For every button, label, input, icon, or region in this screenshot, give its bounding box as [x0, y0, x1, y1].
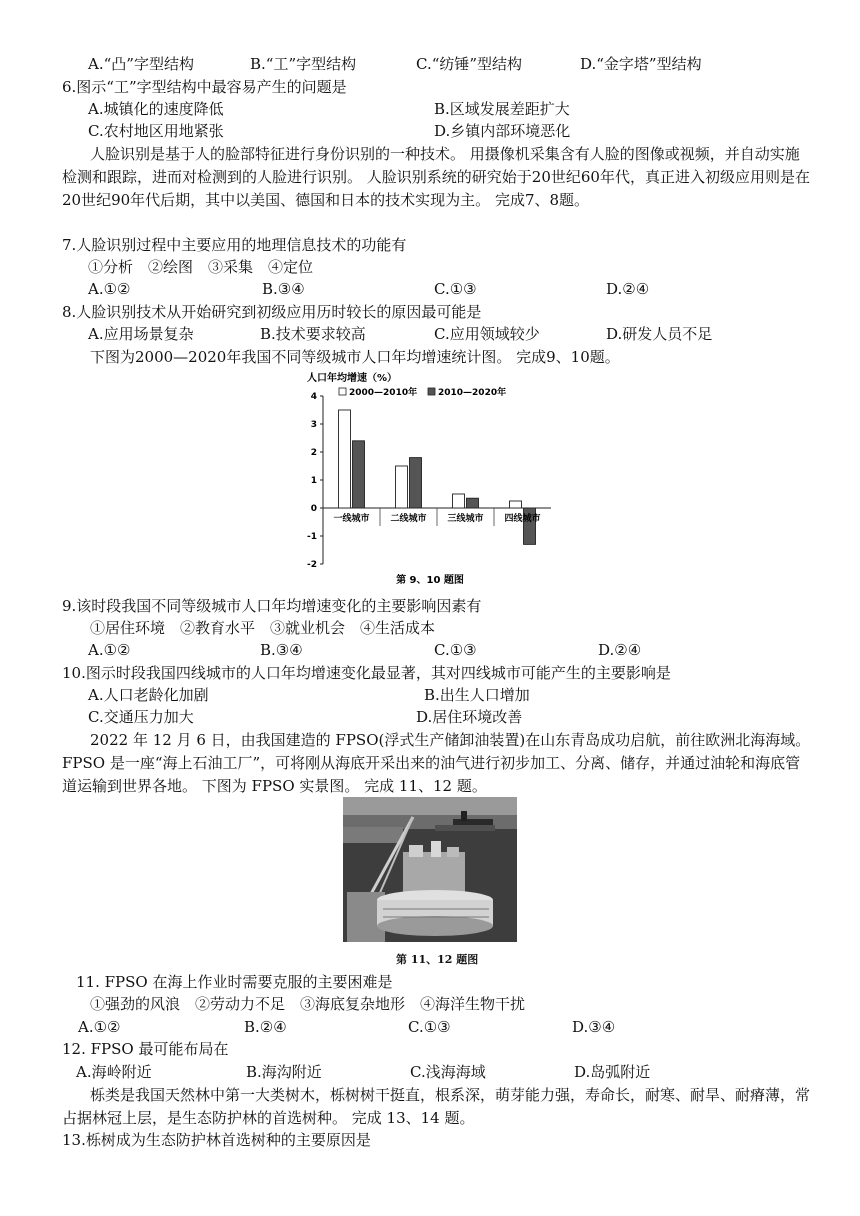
q6-option-b: B.区域发展差距扩大	[434, 100, 570, 118]
q9-option-b: B.③④	[260, 641, 303, 659]
q7-option-b: B.③④	[262, 280, 305, 298]
q10-stem: 10.图示时段我国四线城市的人口年均增速变化最显著，其对四线城市可能产生的主要影响是	[62, 664, 671, 682]
legend-label-2000-2010: 2000—2010年	[349, 388, 418, 398]
chart-caption: 第 9、10 题图	[396, 575, 464, 586]
chart-title: 人口年均增速（%）	[307, 373, 398, 384]
passage-face-recognition: 人脸识别是基于人的脸部特征进行身份识别的一种技术。 用摄像机采集含有人脸的图像或视频，并自动实施检测和跟踪，进而对检测到的人脸进行识别。 人脸识别系统的研究始于20世纪60年代，真正进入初级应用则是在20世纪90年代后期，其中以美国、德国和日本的技术实现为主。 完成7、8题。	[62, 145, 810, 209]
y-tick-label: 4	[310, 392, 317, 402]
q8-option-b: B.技术要求较高	[260, 325, 366, 343]
legend-swatch-2000-2010	[339, 388, 346, 395]
x-category-label: 三线城市	[447, 514, 484, 524]
q11-option-a: A.①②	[78, 1018, 121, 1036]
q8-option-a: A.应用场景复杂	[88, 325, 194, 343]
q11-items: ①强劲的风浪 ②劳动力不足 ③海底复杂地形 ④海洋生物干扰	[90, 995, 526, 1013]
q9-option-c: C.①③	[434, 641, 477, 659]
bar-2000-2010	[453, 494, 465, 508]
q6-stem: 6.图示“工”字型结构中最容易产生的问题是	[62, 78, 347, 96]
fpso-photo	[343, 797, 517, 942]
y-tick-label: 2	[310, 448, 317, 458]
q7-option-c: C.①③	[434, 280, 477, 298]
q9-option-d: D.②④	[598, 641, 642, 659]
passage-oak: 栎类是我国天然林中第一大类树木，栎树树干挺直，根系深，萌芽能力强，寿命长，耐寒、耐旱、耐瘠薄，常占据林冠上层，是生态防护林的首选树种。 完成 13、14 题。	[62, 1086, 811, 1127]
legend-label-2010-2020: 2010—2020年	[438, 388, 507, 398]
q10-option-a: A.人口老龄化加剧	[88, 686, 209, 704]
bar-2010-2020	[353, 441, 365, 508]
photo-caption: 第 11、12 题图	[396, 953, 479, 966]
chart-svg	[305, 368, 555, 590]
y-tick-label: -1	[307, 532, 317, 542]
q8-stem: 8.人脸识别技术从开始研究到初级应用历时较长的原因最可能是	[62, 303, 482, 321]
bar-2010-2020	[467, 498, 479, 508]
bar-2010-2020	[410, 458, 422, 508]
q12-option-d: D.岛弧附近	[574, 1063, 651, 1081]
q12-option-c: C.浅海海域	[410, 1063, 486, 1081]
x-category-label: 四线城市	[504, 514, 541, 524]
q7-option-d: D.②④	[606, 280, 650, 298]
q8-option-d: D.研发人员不足	[606, 325, 713, 343]
q9-option-a: A.①②	[88, 641, 131, 659]
y-tick-label: -2	[307, 560, 317, 570]
q11-option-c: C.①③	[408, 1018, 451, 1036]
q10-option-c: C.交通压力加大	[88, 708, 194, 726]
bar-2000-2010	[339, 410, 351, 508]
q11-option-d: D.③④	[572, 1018, 616, 1036]
y-tick-label: 1	[310, 476, 317, 486]
y-tick-label: 3	[310, 420, 317, 430]
q7-stem: 7.人脸识别过程中主要应用的地理信息技术的功能有	[62, 236, 407, 254]
q9-items: ①居住环境 ②教育水平 ③就业机会 ④生活成本	[90, 619, 436, 637]
q12-option-a: A.海岭附近	[76, 1063, 152, 1081]
q11-stem: 11. FPSO 在海上作业时需要克服的主要困难是	[76, 973, 393, 991]
q10-option-b: B.出生人口增加	[424, 686, 530, 704]
q10-option-d: D.居住环境改善	[416, 708, 523, 726]
q5-option-c: C.“纺锤”型结构	[416, 55, 523, 73]
q5-option-a: A.“凸”字型结构	[88, 55, 194, 73]
passage-fpso: 2022 年 12 月 6 日，由我国建造的 FPSO(浮式生产储卸油装置)在山东青岛成功启航，前往欧洲北海海域。 FPSO 是一座“海上石油工厂”，可将刚从海底开采出来的油气进行初步加工、分离、储存，并通过油轮和海底管道运输到世界各地。 下图为 FPSO 实景图。 完成 11、12 题。	[62, 731, 811, 795]
x-category-label: 二线城市	[390, 514, 427, 524]
x-category-label: 一线城市	[333, 514, 370, 524]
bar-2000-2010	[396, 466, 408, 508]
legend-swatch-2010-2020	[428, 388, 435, 395]
q6-option-c: C.农村地区用地紧张	[88, 122, 224, 140]
q12-option-b: B.海沟附近	[246, 1063, 322, 1081]
population-growth-chart	[305, 368, 555, 590]
passage-chart-intro: 下图为2000—2020年我国不同等级城市人口年均增速统计图。 完成9、10题。	[90, 348, 620, 366]
q5-option-d: D.“金字塔”型结构	[580, 55, 702, 73]
q7-items: ①分析 ②绘图 ③采集 ④定位	[88, 258, 314, 276]
q6-option-d: D.乡镇内部环境恶化	[434, 122, 571, 140]
q8-option-c: C.应用领域较少	[434, 325, 540, 343]
q6-option-a: A.城镇化的速度降低	[88, 100, 224, 118]
q12-stem: 12. FPSO 最可能布局在	[62, 1040, 229, 1058]
bar-2000-2010	[510, 501, 522, 508]
q11-option-b: B.②④	[244, 1018, 287, 1036]
q13-stem: 13.栎树成为生态防护林首选树种的主要原因是	[62, 1131, 371, 1149]
fpso-illustration	[343, 797, 517, 942]
q9-stem: 9.该时段我国不同等级城市人口年均增速变化的主要影响因素有	[62, 597, 482, 615]
q5-option-b: B.“工”字型结构	[250, 55, 357, 73]
q7-option-a: A.①②	[88, 280, 131, 298]
y-tick-label: 0	[310, 504, 317, 514]
